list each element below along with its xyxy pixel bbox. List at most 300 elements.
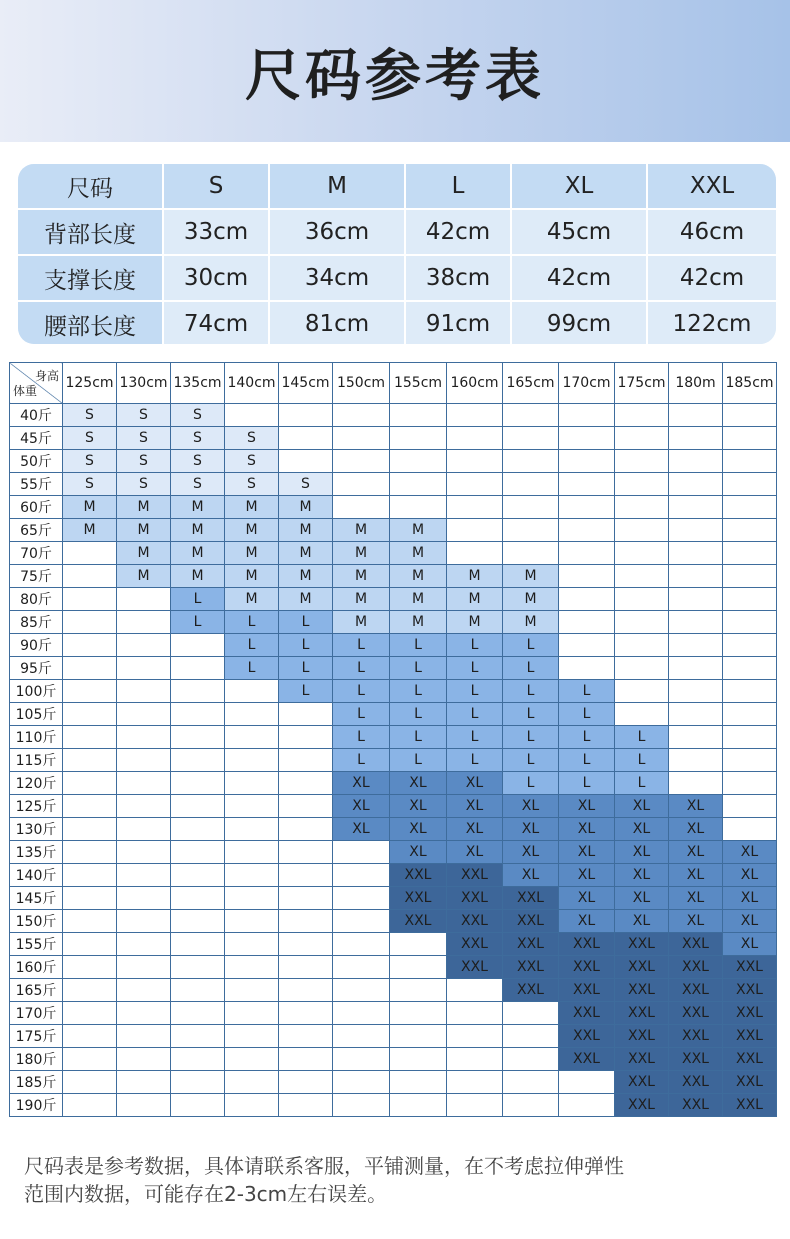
size-cell (171, 772, 225, 795)
size-cell (63, 1002, 117, 1025)
size-spec-value: 42cm (511, 255, 647, 301)
size-cell (390, 427, 447, 450)
size-cell: M (171, 565, 225, 588)
size-cell (669, 404, 723, 427)
size-cell (171, 864, 225, 887)
size-cell: L (279, 634, 333, 657)
grid-row (10, 473, 777, 496)
height-header-cell: 160cm (447, 363, 503, 404)
grid-row (10, 1094, 777, 1117)
size-cell: M (390, 588, 447, 611)
size-cell: XL (503, 795, 559, 818)
size-cell: XXL (559, 956, 615, 979)
size-spec-value: 30cm (163, 255, 269, 301)
weight-label-cell: 160斤 (10, 956, 63, 979)
size-spec-value: 36cm (269, 209, 405, 255)
size-spec-value: 34cm (269, 255, 405, 301)
size-cell: XL (447, 795, 503, 818)
weight-label-cell: 95斤 (10, 657, 63, 680)
size-cell: XXL (503, 910, 559, 933)
size-cell: XXL (447, 933, 503, 956)
grid-row (10, 634, 777, 657)
size-cell: S (117, 450, 171, 473)
size-cell: L (559, 749, 615, 772)
size-cell (723, 657, 777, 680)
height-header-cell: 185cm (723, 363, 777, 404)
size-spec-value: 81cm (269, 301, 405, 344)
size-cell: XL (559, 910, 615, 933)
size-cell (390, 473, 447, 496)
size-cell: L (615, 772, 669, 795)
size-cell: L (333, 726, 390, 749)
size-cell (723, 726, 777, 749)
size-cell: XXL (723, 1048, 777, 1071)
size-cell: XL (615, 910, 669, 933)
grid-row (10, 519, 777, 542)
size-cell (723, 749, 777, 772)
size-spec-row-label: 背部长度 (18, 209, 163, 255)
size-cell (503, 519, 559, 542)
size-cell (615, 542, 669, 565)
size-cell (503, 450, 559, 473)
size-cell: XXL (723, 956, 777, 979)
size-cell: L (225, 634, 279, 657)
height-header-cell: 125cm (63, 363, 117, 404)
size-cell (279, 1094, 333, 1117)
size-cell (723, 703, 777, 726)
size-cell: XL (669, 841, 723, 864)
size-cell: M (279, 519, 333, 542)
size-spec-value: 91cm (405, 301, 511, 344)
size-cell (279, 703, 333, 726)
weight-label-cell: 70斤 (10, 542, 63, 565)
size-cell (615, 588, 669, 611)
size-cell: XXL (615, 1071, 669, 1094)
size-cell (615, 519, 669, 542)
size-cell (723, 818, 777, 841)
size-cell (333, 1071, 390, 1094)
grid-row (10, 657, 777, 680)
size-cell: XL (390, 841, 447, 864)
size-cell (390, 496, 447, 519)
size-cell (390, 1071, 447, 1094)
size-cell: XL (723, 887, 777, 910)
size-cell (447, 427, 503, 450)
size-cell (503, 1071, 559, 1094)
size-cell (225, 772, 279, 795)
size-cell (225, 726, 279, 749)
size-cell (447, 1002, 503, 1025)
size-cell (669, 542, 723, 565)
size-cell (117, 680, 171, 703)
size-cell (503, 542, 559, 565)
weight-label-cell: 45斤 (10, 427, 63, 450)
size-cell (669, 450, 723, 473)
size-spec-value: 38cm (405, 255, 511, 301)
disclaimer-line: 范围内数据，可能存在2-3cm左右误差。 (24, 1182, 388, 1206)
size-cell: XXL (615, 1094, 669, 1117)
size-cell (447, 404, 503, 427)
size-cell: XL (559, 864, 615, 887)
size-cell (117, 910, 171, 933)
height-header-cell: 135cm (171, 363, 225, 404)
size-cell (615, 496, 669, 519)
size-spec-value: 42cm (647, 255, 776, 301)
size-cell (390, 979, 447, 1002)
size-cell: XL (723, 933, 777, 956)
size-cell: L (333, 657, 390, 680)
size-cell (669, 749, 723, 772)
size-cell (390, 933, 447, 956)
weight-label-cell: 125斤 (10, 795, 63, 818)
weight-label-cell: 110斤 (10, 726, 63, 749)
size-cell (559, 473, 615, 496)
weight-label-cell: 185斤 (10, 1071, 63, 1094)
size-cell (171, 979, 225, 1002)
size-cell (279, 450, 333, 473)
size-cell (171, 1071, 225, 1094)
weight-label-cell: 60斤 (10, 496, 63, 519)
size-cell (171, 703, 225, 726)
size-cell (447, 1071, 503, 1094)
size-cell: M (117, 565, 171, 588)
size-cell: L (225, 611, 279, 634)
size-cell (615, 565, 669, 588)
size-cell: M (225, 496, 279, 519)
size-spec-value: 42cm (405, 209, 511, 255)
size-cell: L (333, 634, 390, 657)
size-cell: XXL (390, 887, 447, 910)
size-cell (171, 887, 225, 910)
size-spec-row-label: 腰部长度 (18, 301, 163, 344)
size-cell (615, 450, 669, 473)
size-cell (669, 726, 723, 749)
size-cell (225, 703, 279, 726)
size-cell: M (63, 496, 117, 519)
size-cell (333, 933, 390, 956)
size-cell (279, 1025, 333, 1048)
size-spec-row (18, 255, 776, 301)
weight-label-cell: 65斤 (10, 519, 63, 542)
size-spec-header-cell: M (269, 164, 405, 209)
size-cell: L (447, 726, 503, 749)
size-cell (447, 450, 503, 473)
size-cell (669, 473, 723, 496)
size-cell (559, 519, 615, 542)
size-cell: M (390, 565, 447, 588)
size-cell (279, 772, 333, 795)
size-cell (503, 496, 559, 519)
grid-row (10, 542, 777, 565)
size-spec-header-cell: XL (511, 164, 647, 209)
size-spec-row (18, 301, 776, 344)
size-cell (279, 841, 333, 864)
size-cell (447, 1048, 503, 1071)
size-cell (63, 749, 117, 772)
size-cell: XXL (503, 979, 559, 1002)
size-cell: L (447, 634, 503, 657)
height-header-cell: 150cm (333, 363, 390, 404)
size-cell (225, 841, 279, 864)
size-cell: XL (669, 818, 723, 841)
weight-label-cell: 120斤 (10, 772, 63, 795)
size-cell (63, 841, 117, 864)
size-cell: L (559, 726, 615, 749)
size-cell: S (117, 427, 171, 450)
size-cell: L (279, 657, 333, 680)
size-cell: M (503, 565, 559, 588)
size-cell: XL (390, 818, 447, 841)
size-cell: S (225, 427, 279, 450)
size-cell (390, 1025, 447, 1048)
page-title: 尺码参考表 (245, 44, 545, 109)
size-cell: S (171, 473, 225, 496)
size-cell: XXL (723, 979, 777, 1002)
size-spec-value: 45cm (511, 209, 647, 255)
size-cell: L (503, 772, 559, 795)
size-cell (447, 1094, 503, 1117)
size-cell: S (171, 427, 225, 450)
size-cell: L (503, 657, 559, 680)
size-cell: L (615, 726, 669, 749)
size-cell (171, 1048, 225, 1071)
size-cell (559, 588, 615, 611)
size-cell (171, 956, 225, 979)
size-spec-value: 99cm (511, 301, 647, 344)
size-cell (723, 496, 777, 519)
size-cell (225, 680, 279, 703)
size-cell (669, 772, 723, 795)
size-cell: XXL (723, 1002, 777, 1025)
weight-label-cell: 115斤 (10, 749, 63, 772)
size-cell (503, 1025, 559, 1048)
size-cell (669, 703, 723, 726)
size-cell (117, 634, 171, 657)
weight-label-cell: 130斤 (10, 818, 63, 841)
size-cell (63, 956, 117, 979)
size-cell (171, 933, 225, 956)
size-cell: XL (615, 818, 669, 841)
size-cell: L (447, 680, 503, 703)
size-cell (63, 933, 117, 956)
size-cell (63, 795, 117, 818)
size-cell (503, 427, 559, 450)
grid-row (10, 588, 777, 611)
size-cell (333, 1048, 390, 1071)
size-spec-row-label: 支撑长度 (18, 255, 163, 301)
weight-label-cell: 145斤 (10, 887, 63, 910)
size-cell: S (171, 450, 225, 473)
size-cell (447, 542, 503, 565)
size-cell (279, 979, 333, 1002)
size-cell (117, 772, 171, 795)
grid-row (10, 496, 777, 519)
height-weight-size-grid (9, 362, 776, 1117)
size-cell (63, 611, 117, 634)
size-cell (559, 450, 615, 473)
size-spec-header-cell: S (163, 164, 269, 209)
grid-row (10, 979, 777, 1002)
size-cell (279, 887, 333, 910)
size-cell: XXL (615, 979, 669, 1002)
size-cell (615, 611, 669, 634)
size-cell: XXL (447, 864, 503, 887)
size-cell (63, 703, 117, 726)
size-cell (559, 496, 615, 519)
size-cell (225, 818, 279, 841)
grid-row (10, 404, 777, 427)
size-cell: L (390, 749, 447, 772)
size-cell: XL (669, 910, 723, 933)
grid-row (10, 841, 777, 864)
size-cell: XL (559, 887, 615, 910)
size-cell (171, 910, 225, 933)
size-cell: XL (615, 795, 669, 818)
size-cell: XXL (615, 1002, 669, 1025)
size-cell (225, 864, 279, 887)
size-cell (559, 427, 615, 450)
size-cell: L (503, 680, 559, 703)
size-cell: M (333, 588, 390, 611)
size-cell (615, 657, 669, 680)
size-cell (447, 519, 503, 542)
size-cell (225, 979, 279, 1002)
size-cell: XXL (669, 1071, 723, 1094)
size-cell: M (117, 542, 171, 565)
size-cell (559, 565, 615, 588)
size-cell: S (279, 473, 333, 496)
size-cell: XXL (559, 1025, 615, 1048)
size-cell (723, 427, 777, 450)
size-cell (63, 726, 117, 749)
size-cell (117, 749, 171, 772)
size-cell (615, 703, 669, 726)
grid-row (10, 703, 777, 726)
size-cell: XL (723, 841, 777, 864)
corner-weight-label: 体重 (13, 384, 38, 398)
size-cell: S (117, 404, 171, 427)
size-cell (171, 634, 225, 657)
size-cell (225, 1002, 279, 1025)
size-cell: M (333, 542, 390, 565)
size-cell: XXL (723, 1071, 777, 1094)
size-cell: XXL (503, 956, 559, 979)
size-cell (117, 726, 171, 749)
size-cell: L (390, 703, 447, 726)
size-cell: XXL (559, 1048, 615, 1071)
size-cell: XL (447, 841, 503, 864)
size-cell (225, 1071, 279, 1094)
size-cell: M (390, 542, 447, 565)
weight-label-cell: 85斤 (10, 611, 63, 634)
size-cell (171, 818, 225, 841)
size-cell: S (117, 473, 171, 496)
size-cell: M (279, 496, 333, 519)
size-cell (669, 680, 723, 703)
size-cell (225, 1048, 279, 1071)
corner-height-label: 身高 (34, 369, 59, 383)
size-cell (63, 542, 117, 565)
size-cell (63, 910, 117, 933)
grid-row (10, 933, 777, 956)
size-cell (279, 795, 333, 818)
size-cell (279, 910, 333, 933)
size-cell (171, 1002, 225, 1025)
size-cell: XXL (559, 979, 615, 1002)
size-cell: L (279, 611, 333, 634)
size-cell (117, 1002, 171, 1025)
size-cell: M (171, 496, 225, 519)
size-cell (723, 542, 777, 565)
size-cell: M (225, 542, 279, 565)
size-cell (333, 887, 390, 910)
size-cell: L (559, 680, 615, 703)
size-cell (279, 404, 333, 427)
size-cell: XXL (503, 933, 559, 956)
size-cell (225, 795, 279, 818)
size-cell: XL (615, 841, 669, 864)
size-cell (333, 1002, 390, 1025)
size-cell: M (225, 519, 279, 542)
size-cell (225, 749, 279, 772)
size-cell: XXL (615, 1025, 669, 1048)
size-cell (117, 933, 171, 956)
size-cell: M (333, 519, 390, 542)
size-cell: M (447, 588, 503, 611)
size-cell (117, 864, 171, 887)
size-cell: XXL (447, 956, 503, 979)
size-cell (117, 703, 171, 726)
size-cell (669, 588, 723, 611)
size-cell (390, 1002, 447, 1025)
size-cell (63, 1094, 117, 1117)
size-cell (117, 887, 171, 910)
size-cell (117, 795, 171, 818)
size-cell: XXL (723, 1025, 777, 1048)
size-cell (333, 496, 390, 519)
size-cell (615, 473, 669, 496)
size-cell: XL (390, 772, 447, 795)
grid-row (10, 450, 777, 473)
size-cell (63, 680, 117, 703)
size-cell (390, 956, 447, 979)
size-cell (279, 1071, 333, 1094)
size-cell (447, 473, 503, 496)
size-spec-header-cell: L (405, 164, 511, 209)
size-cell (63, 864, 117, 887)
size-cell: M (390, 611, 447, 634)
weight-label-cell: 190斤 (10, 1094, 63, 1117)
size-cell (559, 1094, 615, 1117)
size-cell: L (279, 680, 333, 703)
size-cell (723, 473, 777, 496)
weight-label-cell: 150斤 (10, 910, 63, 933)
size-cell (225, 1094, 279, 1117)
size-cell: L (615, 749, 669, 772)
size-cell (279, 818, 333, 841)
size-cell (117, 1071, 171, 1094)
weight-label-cell: 175斤 (10, 1025, 63, 1048)
size-cell (171, 795, 225, 818)
height-header-cell: 170cm (559, 363, 615, 404)
size-spec-value: 33cm (163, 209, 269, 255)
size-cell: M (171, 519, 225, 542)
size-cell (559, 1071, 615, 1094)
weight-label-cell: 135斤 (10, 841, 63, 864)
height-header-cell: 165cm (503, 363, 559, 404)
size-cell: XL (559, 841, 615, 864)
size-cell (333, 450, 390, 473)
